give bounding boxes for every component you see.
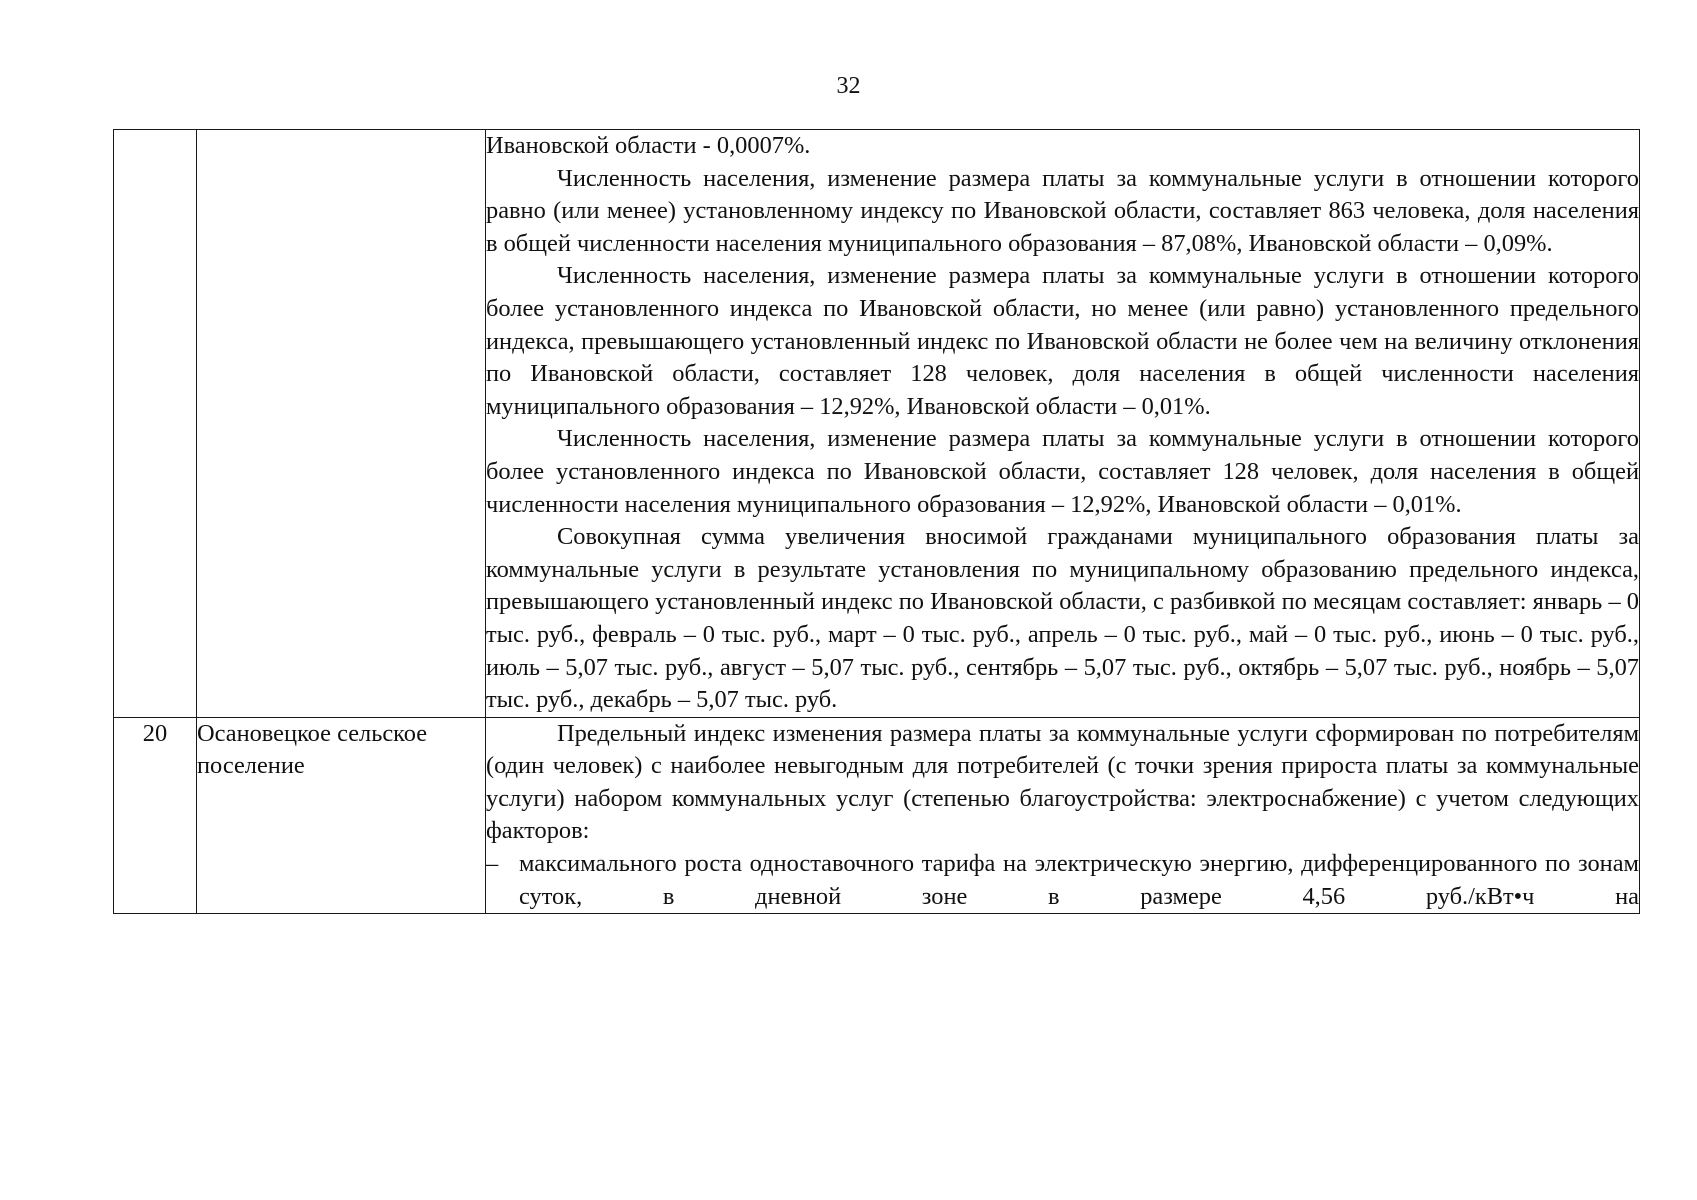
page-number: 32	[836, 73, 861, 99]
table-row	[114, 130, 1640, 718]
list-item	[486, 848, 1639, 913]
municipality-name-cell: Осановецкое сельское поселение	[197, 717, 486, 914]
paragraph: Предельный индекс изменения размера платы за коммунальные услуги сформирован по потребителям (один человек) с наиболее невыгодным для потребителей (с точки зрения прироста платы за коммунальные услуги) набором коммунальных услуг (степенью благоустройства: электроснабжение) с учетом следующих факторов:	[486, 719, 1639, 845]
list-dash: –	[486, 850, 499, 878]
table-row	[114, 717, 1640, 914]
paragraph: Совокупная сумма увеличения вносимой гражданами муниципального образования платы за коммунальные услуги в результате установления по муниципальному образованию предельного индекса, превышающего установленный индекс по Ивановской области, с разбивкой по месяцам составляет: январь – 0 тыс. руб., февраль – 0 тыс. руб., март – 0 тыс. руб., апрель – 0 тыс. руб., май – 0 тыс. руб., июнь – 0 тыс. руб., июль – 5,07 тыс. руб., август – 5,07 тыс. руб., сентябрь – 5,07 тыс. руб., октябрь – 5,07 тыс. руб., ноябрь – 5,07 тыс. руб., декабрь – 5,07 тыс. руб.	[486, 523, 1639, 714]
list-item-text: максимального роста одноставочного тарифа на электрическую энергию, дифференцированного по зонам суток, в дневной зоне в размере 4,56 руб./кВт•ч на	[519, 850, 1639, 910]
paragraph: Численность населения, изменение размера платы за коммунальные услуги в отношении которого равно (или менее) установленному индексу по Ивановской области, составляет 863 человека, доля населения в общей численности населения муниципального образования – 87,08%, Ивановской области – 0,09%.	[486, 164, 1639, 257]
municipality-name-cell	[197, 130, 486, 718]
description-cell	[486, 130, 1640, 718]
paragraph: Численность населения, изменение размера платы за коммунальные услуги в отношении которого более установленного индекса по Ивановской области, но менее (или равно) установленного предельного индекса, превышающего установленный индекс по Ивановской области не более чем на величину отклонения по Ивановской области, составляет 128 человек, доля населения в общей численности населения муниципального образования – 12,92%, Ивановской области – 0,01%.	[486, 262, 1639, 420]
description-cell	[486, 717, 1640, 914]
row-number-cell	[114, 130, 197, 718]
row-number-cell: 20	[114, 717, 197, 914]
paragraph: Численность населения, изменение размера платы за коммунальные услуги в отношении которого более установленного индекса по Ивановской области, составляет 128 человек, доля населения в общей численности населения муниципального образования – 12,92%, Ивановской области – 0,01%.	[486, 425, 1639, 518]
paragraph: Ивановской области - 0,0007%.	[486, 132, 811, 159]
document-table	[113, 129, 1640, 914]
